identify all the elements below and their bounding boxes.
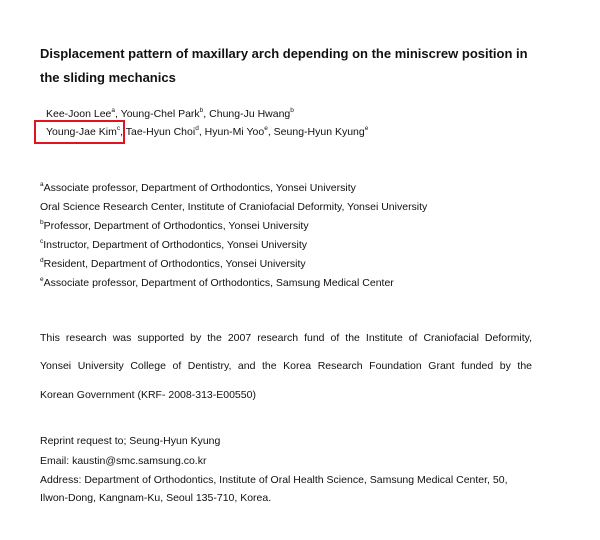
affiliation-line: $^c$Instructor, Department of Orthodontics, Yonsei University — [40, 238, 308, 251]
affiliation-line: Oral Science Research Center, Institute of Craniofacial Deformity, Yonsei University — [40, 201, 428, 213]
author-sup: b — [199, 107, 204, 114]
author-sup: b — [290, 107, 294, 114]
author-name: Kee-Joon Lee — [46, 108, 112, 120]
author-sup: c — [116, 125, 121, 132]
author-name: Tae-Hyun Choi — [125, 126, 196, 138]
affiliation-line: $^d$Resident, Department of Orthodontics, Yonsei University — [40, 257, 306, 270]
highlight-box — [34, 120, 125, 144]
author-name: Hyun-Mi Yoo — [204, 126, 265, 138]
author-name-highlighted: Young-Jae Kim — [46, 126, 117, 138]
reprint-address: Address: Department of Orthodontics, Institute of Oral Health Science, Samsung Medical Center, 50, — [40, 474, 508, 486]
reprint-email: Email: kaustin@smc.samsung.co.kr — [40, 455, 207, 467]
paper-title: Displacement pattern of maxillary arch depending on the miniscrew position in the sliding mechanics — [40, 46, 528, 85]
author-name: Chung-Ju Hwang — [209, 108, 291, 120]
reprint-request: Reprint request to; Seung-Hyun Kyung — [40, 435, 221, 447]
author-name: Young-Chel Park — [120, 108, 200, 120]
author-sup: e — [264, 125, 268, 132]
author-line-2: Young-Jae Kim$^c$, Tae-Hyun Choi$^d$, Hyun-Mi Yoo$^e$, Seung-Hyun Kyung$^e$ — [46, 125, 369, 138]
author-sup: d — [195, 125, 199, 132]
funding-line: Korean Government (KRF- 2008-313-E00550) — [40, 389, 256, 401]
author-sup: e — [364, 125, 369, 132]
funding-line: This research was supported by the 2007 research fund of the Institute of Craniofacial Deformity, — [40, 332, 532, 344]
affiliation-line: $^a$Associate professor, Department of Orthodontics, Yonsei University — [40, 181, 356, 194]
reprint-address: Ilwon-Dong, Kangnam-Ku, Seoul 135-710, Korea. — [40, 492, 272, 504]
author-line-1: Kee-Joon Lee$^a$, Young-Chel Park$^b$, Chung-Ju Hwang$^b$ — [46, 107, 294, 120]
affiliation-line: $^e$Associate professor, Department of Orthodontics, Samsung Medical Center — [40, 276, 394, 289]
author-name: Seung-Hyun Kyung — [273, 126, 365, 138]
affiliation-line: $^b$Professor, Department of Orthodontics, Yonsei University — [40, 219, 309, 232]
author-sup: a — [111, 107, 116, 114]
funding-line: Yonsei University College of Dentistry, and the Korea Research Foundation Grant funded by the — [40, 360, 532, 372]
